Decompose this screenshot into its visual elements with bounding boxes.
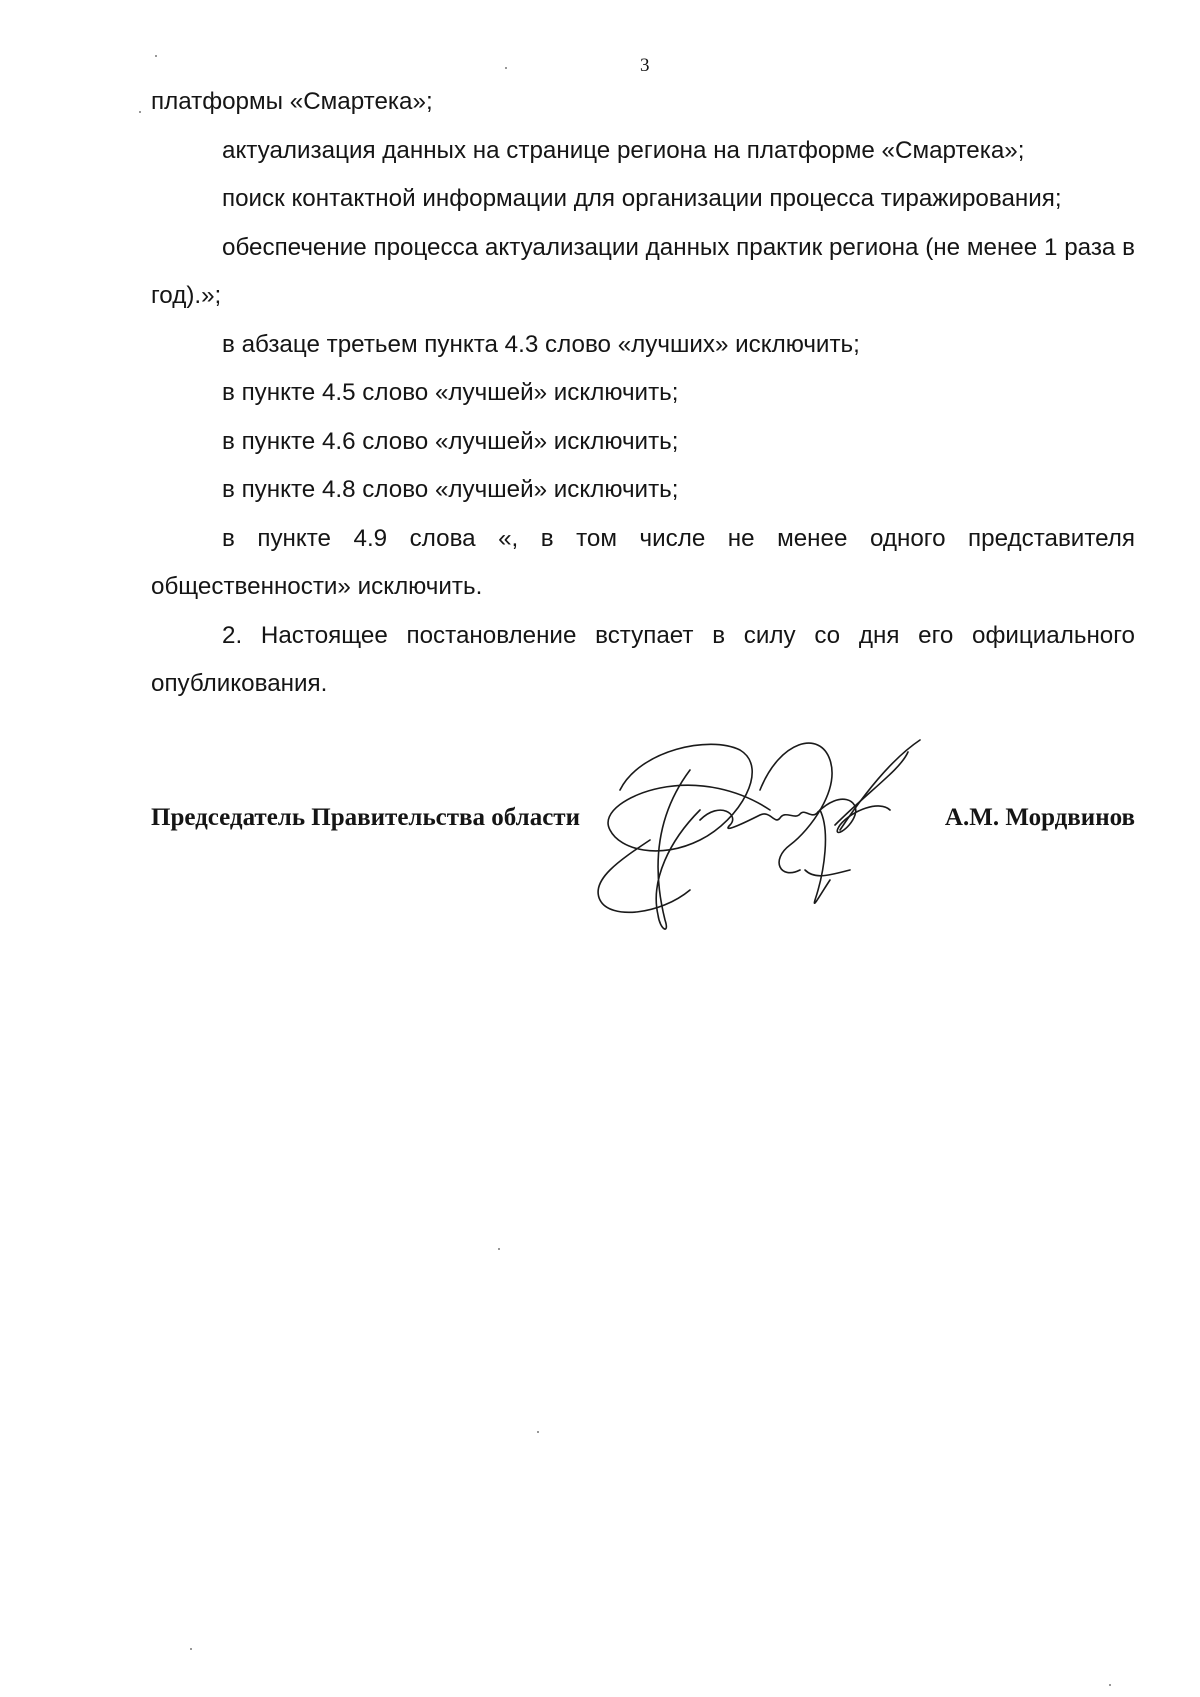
paragraph: в пункте 4.8 слово «лучшей» исключить; [222,476,679,503]
scan-speck [139,111,141,113]
document-body [151,78,1135,709]
signer-title: Председатель Правительства области [151,804,580,831]
scan-speck [155,55,157,57]
handwritten-signature [590,730,950,940]
paragraph: в пункте 4.9 слова «, в том числе не менее одного представителя общественности» исключить. [151,524,1135,600]
paragraph-continuation: платформы «Смартека»; [151,88,433,115]
paragraph: в пункте 4.6 слово «лучшей» исключить; [222,427,679,455]
paragraph: актуализация данных на странице региона на платформе «Смартека»; [222,136,1025,164]
scan-speck [537,1431,539,1433]
scan-speck [1109,1684,1111,1686]
scan-speck [190,1648,192,1650]
paragraph: в пункте 4.5 слово «лучшей» исключить; [222,379,679,406]
paragraph: обеспечение процесса актуализации данных практик региона (не менее 1 раза в год).»; [151,233,1135,309]
paragraph: поиск контактной информации для организации процесса тиражирования; [222,185,1062,212]
paragraph: в абзаце третьем пункта 4.3 слово «лучших» исключить; [222,330,860,358]
paragraph-final-clause: 2. Настоящее постановление вступает в силу со дня его официального опубликования. [151,621,1135,697]
signer-name: А.М. Мордвинов [944,804,1135,831]
page-number: 3 [640,55,650,76]
scan-speck [505,67,507,69]
scan-speck [498,1248,500,1250]
